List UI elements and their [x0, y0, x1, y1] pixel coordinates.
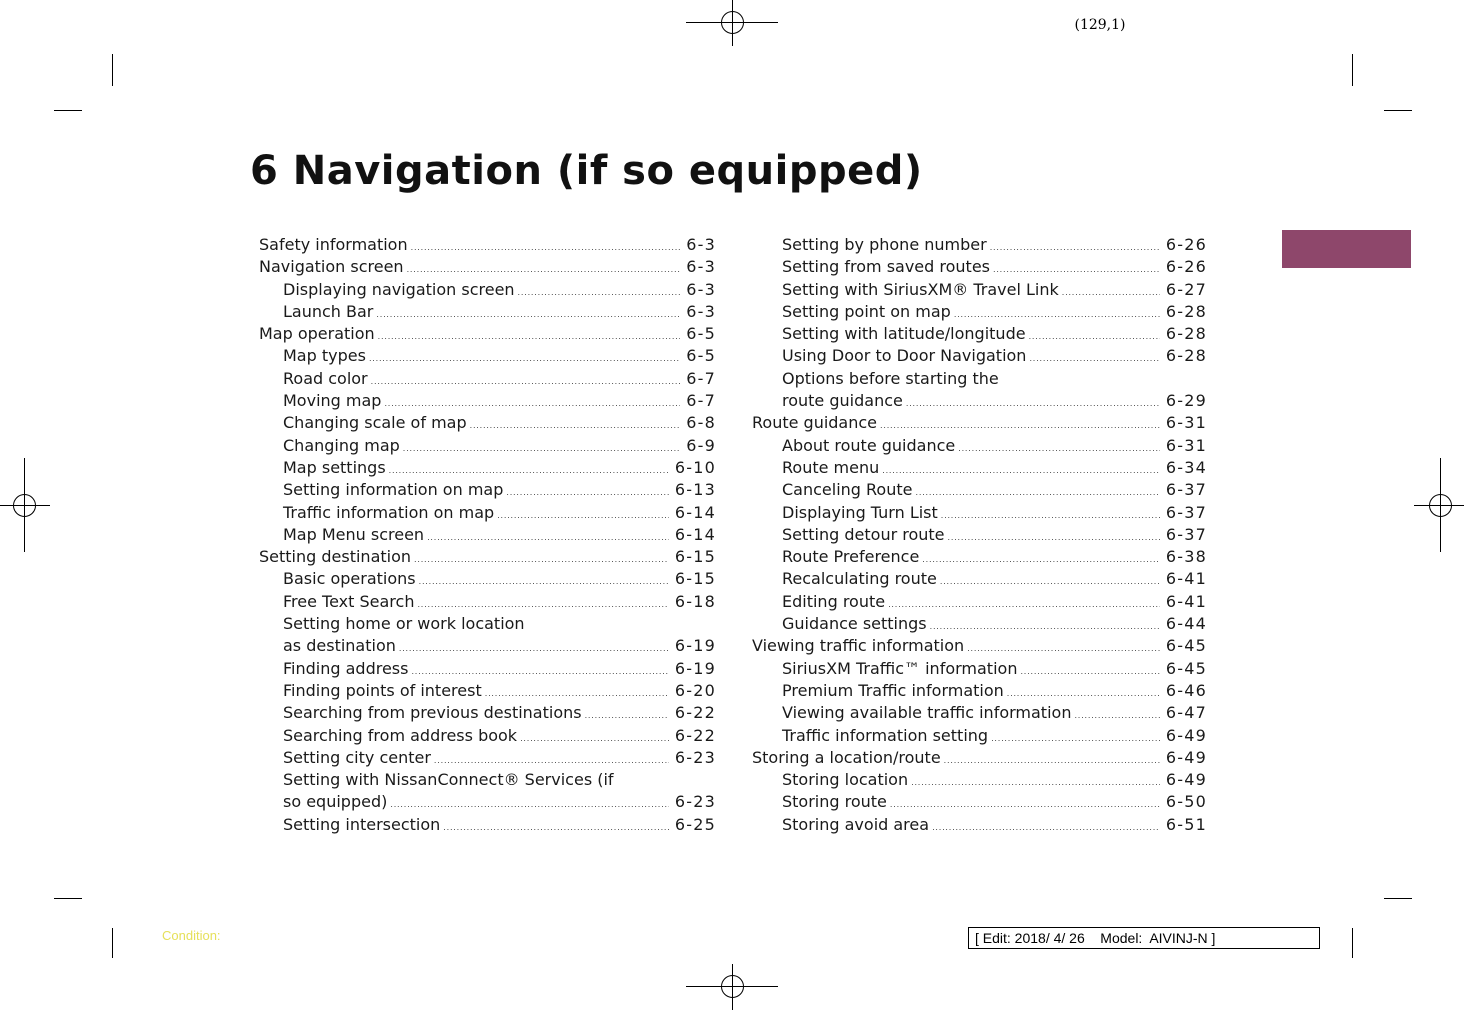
toc-entry-page-number: 6-9 — [686, 435, 716, 455]
toc-entry-premium-traffic-information[interactable] — [752, 680, 1207, 702]
toc-entry-setting-with-latitude-longitude[interactable] — [752, 323, 1207, 345]
dot-leader — [376, 310, 680, 320]
toc-entry-title: Setting home or work location — [283, 614, 525, 634]
dot-leader — [518, 288, 681, 298]
toc-entry-title: Route menu — [782, 457, 880, 477]
toc-entry-viewing-available-traffic-information[interactable] — [752, 702, 1207, 724]
toc-entry-title: Basic operations — [283, 569, 416, 589]
dot-leader — [485, 689, 669, 699]
dot-leader — [993, 265, 1160, 275]
dot-leader — [940, 577, 1160, 587]
dot-leader — [585, 711, 669, 721]
toc-entry-page-number: 6-23 — [674, 792, 716, 812]
toc-entry-changing-scale-of-map[interactable] — [259, 412, 716, 434]
toc-entry-map-operation[interactable] — [259, 323, 716, 345]
toc-entry-finding-points-of-interest[interactable] — [259, 680, 716, 702]
dot-leader — [414, 555, 669, 565]
toc-entry-title: Storing avoid area — [782, 814, 930, 834]
toc-entry-road-color[interactable] — [259, 368, 716, 390]
dot-leader — [944, 756, 1160, 766]
toc-entry-page-number: 6-27 — [1165, 279, 1207, 299]
toc-entry-title: Map settings — [283, 457, 386, 477]
toc-entry-page-number: 6-46 — [1165, 680, 1207, 700]
toc-entry-setting-detour-route[interactable] — [752, 524, 1207, 546]
toc-entry-storing-avoid-area[interactable] — [752, 814, 1207, 836]
toc-entry-title: route guidance — [782, 391, 903, 411]
toc-entry-title: About route guidance — [782, 435, 956, 455]
toc-entry-traffic-information-on-map[interactable] — [259, 502, 716, 524]
dot-leader — [1029, 354, 1159, 364]
toc-entry-route-menu[interactable] — [752, 457, 1207, 479]
toc-entry-searching-from-previous-destinations[interactable] — [259, 702, 716, 724]
toc-entry-title: Map types — [283, 346, 366, 366]
dot-leader — [384, 399, 680, 409]
toc-entry-page-number: 6-19 — [674, 658, 716, 678]
toc-entry-free-text-search[interactable] — [259, 591, 716, 613]
dot-leader — [967, 644, 1160, 654]
dot-leader — [399, 644, 669, 654]
toc-entry-page-number: 6-49 — [1165, 747, 1207, 767]
toc-entry-siriusxm-traffic-information[interactable] — [752, 658, 1207, 680]
toc-entry-storing-location[interactable] — [752, 769, 1207, 791]
toc-entry-page-number: 6-50 — [1165, 792, 1207, 812]
toc-entry-title: so equipped) — [283, 792, 388, 812]
dot-leader — [1062, 288, 1160, 298]
dot-leader — [941, 511, 1160, 521]
toc-entry-page-number: 6-37 — [1165, 502, 1207, 522]
toc-entry-title: Searching from address book — [283, 725, 518, 745]
toc-entry-page-number: 6-3 — [686, 301, 716, 321]
toc-entry-page-number: 6-18 — [674, 591, 716, 611]
toc-entry-title: Storing location — [782, 770, 909, 790]
toc-entry-page-number: 6-38 — [1165, 547, 1207, 567]
toc-entry-title: Setting detour route — [782, 524, 945, 544]
toc-entry-page-number: 6-3 — [686, 257, 716, 277]
toc-entry-title: Setting with NissanConnect® Services (if — [283, 770, 614, 790]
toc-entry-page-number: 6-45 — [1165, 636, 1207, 656]
condition-label: Condition: — [162, 928, 221, 943]
dot-leader — [371, 377, 681, 387]
toc-left-column — [259, 234, 716, 836]
dot-leader — [1020, 667, 1159, 677]
dot-leader — [911, 778, 1160, 788]
toc-entry-options-before-starting-the[interactable] — [752, 368, 1207, 413]
toc-entry-title: Displaying Turn List — [782, 502, 938, 522]
toc-entry-guidance-settings[interactable] — [752, 613, 1207, 635]
toc-entry-setting-with-nissanconnect-services-if[interactable] — [259, 769, 716, 814]
toc-entry-setting-city-center[interactable] — [259, 747, 716, 769]
toc-entry-title: Traffic information setting — [782, 725, 989, 745]
toc-entry-setting-from-saved-routes[interactable] — [752, 256, 1207, 278]
toc-entry-displaying-turn-list[interactable] — [752, 502, 1207, 524]
dot-leader — [958, 444, 1160, 454]
toc-entry-title: Storing route — [782, 792, 887, 812]
dot-leader — [403, 444, 680, 454]
toc-entry-page-number: 6-49 — [1165, 725, 1207, 745]
toc-entry-title: Setting intersection — [283, 814, 441, 834]
toc-entry-safety-information[interactable] — [259, 234, 716, 256]
toc-entry-basic-operations[interactable] — [259, 568, 716, 590]
dot-leader — [948, 533, 1160, 543]
toc-entry-title: Free Text Search — [283, 591, 415, 611]
dot-leader — [991, 734, 1160, 744]
toc-entry-title: Finding points of interest — [283, 680, 482, 700]
toc-entry-title: Traffic information on map — [283, 502, 495, 522]
toc-entry-title: SiriusXM Traffic™ information — [782, 658, 1018, 678]
toc-entry-title: Setting with latitude/longitude — [782, 324, 1026, 344]
toc-entry-page-number: 6-14 — [674, 524, 716, 544]
toc-entry-page-number: 6-34 — [1165, 457, 1207, 477]
toc-entry-page-number: 6-5 — [686, 324, 716, 344]
toc-entry-title: Editing route — [782, 591, 886, 611]
toc-entry-using-door-to-door-navigation[interactable] — [752, 345, 1207, 367]
dot-leader — [954, 310, 1160, 320]
dot-leader — [419, 577, 669, 587]
chapter-title: 6 Navigation (if so equipped) — [250, 148, 923, 194]
toc-entry-title: Using Door to Door Navigation — [782, 346, 1027, 366]
toc-entry-page-number: 6-7 — [686, 368, 716, 388]
dot-leader — [443, 823, 669, 833]
toc-entry-displaying-navigation-screen[interactable] — [259, 279, 716, 301]
toc-entry-map-types[interactable] — [259, 345, 716, 367]
toc-entry-storing-route[interactable] — [752, 791, 1207, 813]
dot-leader — [888, 600, 1160, 610]
toc-entry-searching-from-address-book[interactable] — [259, 725, 716, 747]
dot-leader — [389, 466, 669, 476]
toc-entry-page-number: 6-22 — [674, 725, 716, 745]
toc-entry-title: Canceling Route — [782, 480, 913, 500]
toc-entry-page-number: 6-14 — [674, 502, 716, 522]
toc-entry-title: Road color — [283, 368, 368, 388]
toc-entry-launch-bar[interactable] — [259, 301, 716, 323]
toc-entry-page-number: 6-31 — [1165, 435, 1207, 455]
toc-entry-page-number: 6-37 — [1165, 480, 1207, 500]
dot-leader — [520, 734, 669, 744]
toc-entry-title: Setting point on map — [782, 301, 951, 321]
toc-entry-page-number: 6-19 — [674, 636, 716, 656]
toc-entry-title: Route Preference — [782, 547, 920, 567]
toc-entry-page-number: 6-28 — [1165, 301, 1207, 321]
dot-leader — [880, 421, 1160, 431]
toc-entry-page-number: 6-26 — [1165, 235, 1207, 254]
dot-leader — [497, 511, 669, 521]
dot-leader — [906, 399, 1160, 409]
toc-entry-route-guidance[interactable] — [752, 412, 1207, 434]
dot-leader — [990, 243, 1160, 253]
toc-entry-about-route-guidance[interactable] — [752, 435, 1207, 457]
dot-leader — [1029, 332, 1160, 342]
toc-entry-page-number: 6-5 — [686, 346, 716, 366]
toc-entry-title: Premium Traffic information — [782, 680, 1004, 700]
dot-leader — [369, 354, 680, 364]
toc-entry-title: Map Menu screen — [283, 524, 425, 544]
toc-entry-setting-home-or-work-location[interactable] — [259, 613, 716, 658]
toc-entry-page-number: 6-41 — [1165, 569, 1207, 589]
toc-entry-map-menu-screen[interactable] — [259, 524, 716, 546]
toc-entry-page-number: 6-3 — [686, 279, 716, 299]
dot-leader — [411, 667, 668, 677]
dot-leader — [1007, 689, 1160, 699]
toc-entry-continuation — [283, 791, 716, 813]
toc-entry-page-number: 6-51 — [1165, 814, 1207, 834]
dot-leader — [506, 488, 669, 498]
toc-entry-title: Setting from saved routes — [782, 257, 990, 277]
toc-entry-title: Route guidance — [752, 413, 878, 433]
toc-entry-moving-map[interactable] — [259, 390, 716, 412]
toc-entry-title: Viewing available traffic information — [782, 703, 1072, 723]
toc-entry-page-number: 6-15 — [674, 547, 716, 567]
toc-entry-setting-intersection[interactable] — [259, 814, 716, 836]
toc-entry-page-number: 6-26 — [1165, 257, 1207, 277]
toc-entry-page-number: 6-31 — [1165, 413, 1207, 433]
toc-entry-page-number: 6-8 — [686, 413, 716, 433]
toc-entry-title: Setting by phone number — [782, 235, 987, 254]
toc-entry-setting-point-on-map[interactable] — [752, 301, 1207, 323]
toc-entry-map-settings[interactable] — [259, 457, 716, 479]
toc-entry-continuation — [283, 635, 716, 657]
toc-entry-title: Guidance settings — [782, 614, 927, 634]
toc-entry-page-number: 6-13 — [674, 480, 716, 500]
toc-entry-viewing-traffic-information[interactable] — [752, 635, 1207, 657]
chapter-tab-marker — [1282, 230, 1411, 268]
toc-entry-title: Storing a location/route — [752, 747, 941, 767]
dot-leader — [378, 332, 681, 342]
crosshair-circle-top — [721, 11, 744, 34]
dot-leader — [470, 421, 681, 431]
dot-leader — [890, 800, 1160, 810]
toc-entry-setting-with-siriusxm-travel-link[interactable] — [752, 279, 1207, 301]
page-identifier: (129,1) — [1074, 17, 1126, 33]
toc-entry-title: Navigation screen — [259, 257, 404, 277]
toc-entry-title: Setting information on map — [283, 480, 504, 500]
toc-entry-page-number: 6-28 — [1165, 346, 1207, 366]
dot-leader — [1074, 711, 1159, 721]
toc-entry-page-number: 6-28 — [1165, 324, 1207, 344]
toc-entry-changing-map[interactable] — [259, 435, 716, 457]
toc-right-column — [752, 234, 1207, 836]
toc-entry-page-number: 6-22 — [674, 703, 716, 723]
dot-leader — [932, 823, 1160, 833]
toc-entry-finding-address[interactable] — [259, 658, 716, 680]
toc-entry-navigation-screen[interactable] — [259, 256, 716, 278]
toc-entry-page-number: 6-29 — [1165, 391, 1207, 411]
toc-entry-page-number: 6-23 — [674, 747, 716, 767]
toc-entry-page-number: 6-44 — [1165, 614, 1207, 634]
toc-entry-traffic-information-setting[interactable] — [752, 725, 1207, 747]
toc-entry-canceling-route[interactable] — [752, 479, 1207, 501]
toc-entry-title: Searching from previous destinations — [283, 703, 582, 723]
toc-entry-title: Setting city center — [283, 747, 431, 767]
dot-leader — [915, 488, 1159, 498]
toc-entry-page-number: 6-45 — [1165, 658, 1207, 678]
toc-entry-page-number: 6-41 — [1165, 591, 1207, 611]
dot-leader — [930, 622, 1160, 632]
toc-entry-page-number: 6-10 — [674, 457, 716, 477]
toc-entry-page-number: 6-7 — [686, 391, 716, 411]
toc-entry-title: Recalculating route — [782, 569, 937, 589]
dot-leader — [411, 243, 681, 253]
toc-entry-title: Launch Bar — [283, 301, 374, 321]
toc-entry-title: Changing scale of map — [283, 413, 467, 433]
dot-leader — [390, 800, 669, 810]
toc-entry-title: Options before starting the — [782, 368, 999, 388]
toc-entry-title: Map operation — [259, 324, 375, 344]
toc-entry-recalculating-route[interactable] — [752, 568, 1207, 590]
toc-entry-title: Displaying navigation screen — [283, 279, 515, 299]
dot-leader — [407, 265, 681, 275]
toc-entry-editing-route[interactable] — [752, 591, 1207, 613]
toc-entry-page-number: 6-3 — [686, 235, 716, 254]
toc-entry-page-number: 6-20 — [674, 680, 716, 700]
toc-entry-continuation — [782, 390, 1207, 412]
crosshair-circle-left — [13, 494, 36, 517]
toc-entry-title: Finding address — [283, 658, 409, 678]
toc-entry-setting-by-phone-number[interactable] — [752, 234, 1207, 256]
toc-entry-title: as destination — [283, 636, 396, 656]
toc-entry-page-number: 6-47 — [1165, 703, 1207, 723]
dot-leader — [882, 466, 1160, 476]
toc-entry-storing-a-location-route[interactable] — [752, 747, 1207, 769]
dot-leader — [922, 555, 1160, 565]
toc-entry-setting-destination[interactable] — [259, 546, 716, 568]
edit-info-box: [ Edit: 2018/ 4/ 26 Model: AIVINJ-N ] — [968, 927, 1320, 949]
crosshair-circle-bottom — [721, 975, 744, 998]
toc-entry-page-number: 6-25 — [674, 814, 716, 834]
toc-entry-title: Viewing traffic information — [752, 636, 965, 656]
dot-leader — [417, 600, 668, 610]
toc-entry-page-number: 6-37 — [1165, 524, 1207, 544]
toc-entry-page-number: 6-49 — [1165, 770, 1207, 790]
dot-leader — [434, 756, 669, 766]
toc-entry-title: Moving map — [283, 391, 382, 411]
toc-entry-title: Setting with SiriusXM® Travel Link — [782, 279, 1059, 299]
toc-entry-page-number: 6-15 — [674, 569, 716, 589]
toc-entry-title: Setting destination — [259, 547, 412, 567]
toc-entry-title: Safety information — [259, 235, 408, 254]
toc-entry-route-preference[interactable] — [752, 546, 1207, 568]
toc-entry-setting-information-on-map[interactable] — [259, 479, 716, 501]
crosshair-circle-right — [1429, 494, 1452, 517]
dot-leader — [427, 533, 669, 543]
toc-entry-title: Changing map — [283, 435, 400, 455]
